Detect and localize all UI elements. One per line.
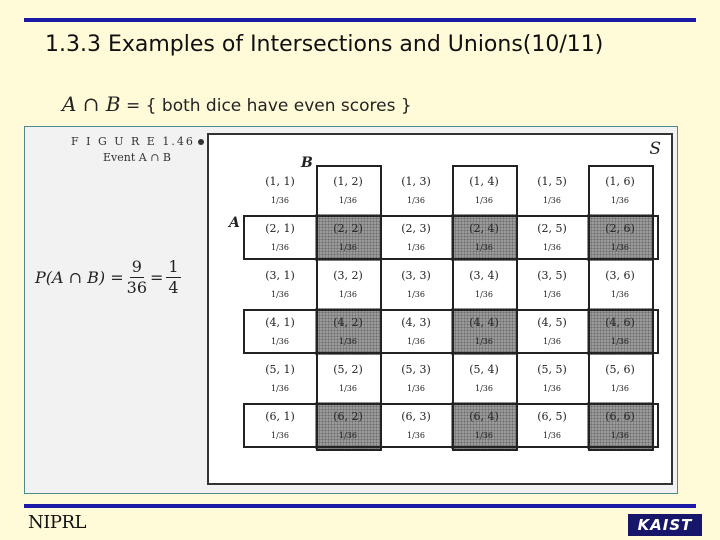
outcome-cell: [519, 214, 585, 261]
outcome-probability: 1/36: [543, 289, 561, 299]
outcome-probability: 1/36: [475, 383, 493, 393]
outcome-pair: (1, 4): [469, 174, 499, 188]
outcome-pair: (2, 5): [537, 221, 567, 235]
outcome-cell: [519, 167, 585, 214]
bullet-icon: [198, 139, 204, 145]
outcome-pair: (5, 5): [537, 362, 567, 376]
outcome-cell: [315, 261, 381, 308]
outcome-probability: 1/36: [339, 383, 357, 393]
outcome-probability: 1/36: [407, 289, 425, 299]
outcome-probability: 1/36: [339, 336, 357, 346]
formula-rhs: = { both dice have even scores }: [120, 96, 412, 116]
equals-sign: =: [150, 268, 164, 287]
outcome-pair: (4, 4): [469, 315, 499, 329]
outcome-probability: 1/36: [407, 430, 425, 440]
outcome-cell: [315, 308, 381, 355]
outcome-pair: (4, 6): [605, 315, 635, 329]
outcome-probability: 1/36: [271, 336, 289, 346]
outcome-pair: (5, 2): [333, 362, 363, 376]
outcome-pair: (6, 3): [401, 409, 431, 423]
outcome-probability: 1/36: [543, 430, 561, 440]
outcome-cell: [587, 402, 653, 449]
outcome-cell: [383, 308, 449, 355]
sample-space: [207, 133, 673, 485]
outcome-probability: 1/36: [339, 430, 357, 440]
figure-label: [71, 135, 204, 148]
outcome-cell: [383, 214, 449, 261]
outcome-probability: 1/36: [339, 242, 357, 252]
fraction-1-denominator: 36: [126, 278, 147, 297]
outcome-cell: [247, 402, 313, 449]
outcome-probability: 1/36: [611, 336, 629, 346]
fraction-2: [166, 257, 180, 298]
outcome-probability: 1/36: [407, 336, 425, 346]
outcome-pair: (3, 5): [537, 268, 567, 282]
outcome-probability: 1/36: [407, 242, 425, 252]
outcome-pair: (3, 6): [605, 268, 635, 282]
outcome-pair: (1, 2): [333, 174, 363, 188]
probability-formula: [35, 257, 184, 298]
outcome-probability: 1/36: [271, 289, 289, 299]
outcome-probability: 1/36: [271, 242, 289, 252]
outcome-cell: [587, 308, 653, 355]
outcome-probability: 1/36: [611, 195, 629, 205]
outcome-pair: (3, 3): [401, 268, 431, 282]
outcome-cell: [383, 402, 449, 449]
top-rule: [24, 18, 696, 22]
fraction-2-numerator: 1: [168, 257, 179, 276]
outcome-pair: (6, 2): [333, 409, 363, 423]
outcome-probability: 1/36: [407, 383, 425, 393]
outcome-probability: 1/36: [543, 383, 561, 393]
outcome-probability: 1/36: [543, 336, 561, 346]
kaist-logo: KAIST: [628, 514, 702, 536]
outcome-cell: [315, 402, 381, 449]
outcome-pair: (1, 3): [401, 174, 431, 188]
fraction-2-denominator: 4: [168, 278, 179, 297]
set-a-label: A: [229, 215, 240, 231]
outcome-cell: [315, 167, 381, 214]
outcome-cell: [519, 402, 585, 449]
outcome-pair: (6, 5): [537, 409, 567, 423]
outcome-cell: [519, 355, 585, 402]
outcome-pair: (2, 2): [333, 221, 363, 235]
figure-label-text: F I G U R E 1.46: [71, 135, 195, 148]
outcome-pair: (1, 5): [537, 174, 567, 188]
outcome-cell: [451, 167, 517, 214]
outcome-cell: [451, 402, 517, 449]
bottom-rule: [24, 504, 696, 508]
outcome-cell: [587, 261, 653, 308]
outcome-cell: [247, 214, 313, 261]
outcome-pair: (2, 3): [401, 221, 431, 235]
outcome-cell: [315, 214, 381, 261]
outcome-pair: (5, 4): [469, 362, 499, 376]
outcome-cell: [519, 261, 585, 308]
outcome-cell: [451, 261, 517, 308]
outcome-pair: (4, 5): [537, 315, 567, 329]
outcome-cell: [247, 308, 313, 355]
formula: [62, 92, 412, 116]
outcome-probability: 1/36: [611, 242, 629, 252]
outcome-pair: (4, 1): [265, 315, 295, 329]
outcome-pair: (2, 1): [265, 221, 295, 235]
fraction-1-numerator: 9: [131, 257, 142, 276]
outcome-pair: (3, 1): [265, 268, 295, 282]
outcome-probability: 1/36: [475, 242, 493, 252]
outcome-pair: (2, 4): [469, 221, 499, 235]
probability-lhs: P(A ∩ B) =: [35, 268, 124, 287]
outcome-cell: [247, 355, 313, 402]
sample-space-label: S: [649, 139, 661, 159]
outcome-pair: (3, 2): [333, 268, 363, 282]
outcome-pair: (1, 6): [605, 174, 635, 188]
outcome-probability: 1/36: [611, 430, 629, 440]
outcome-probability: 1/36: [475, 195, 493, 205]
outcome-probability: 1/36: [339, 289, 357, 299]
outcome-probability: 1/36: [271, 430, 289, 440]
formula-lhs: A ∩ B: [62, 92, 121, 116]
outcome-pair: (1, 1): [265, 174, 295, 188]
outcome-pair: (5, 6): [605, 362, 635, 376]
outcome-probability: 1/36: [475, 430, 493, 440]
outcome-pair: (6, 4): [469, 409, 499, 423]
outcome-probability: 1/36: [271, 195, 289, 205]
outcome-cell: [451, 355, 517, 402]
outcome-probability: 1/36: [475, 336, 493, 346]
footer-lab-name: NIPRL: [28, 512, 86, 533]
outcome-pair: (4, 2): [333, 315, 363, 329]
outcome-pair: (5, 3): [401, 362, 431, 376]
outcome-cell: [519, 308, 585, 355]
outcome-cell: [383, 167, 449, 214]
outcome-pair: (4, 3): [401, 315, 431, 329]
set-b-label: B: [301, 155, 313, 171]
figure-panel: [24, 126, 678, 494]
outcome-probability: 1/36: [543, 242, 561, 252]
outcome-cell: [587, 167, 653, 214]
outcome-cell: [315, 355, 381, 402]
outcome-probability: 1/36: [475, 289, 493, 299]
outcome-probability: 1/36: [611, 289, 629, 299]
outcome-cell: [383, 355, 449, 402]
outcome-probability: 1/36: [271, 383, 289, 393]
outcome-pair: (6, 6): [605, 409, 635, 423]
outcome-pair: (6, 1): [265, 409, 295, 423]
figure-sublabel: Event A ∩ B: [103, 151, 171, 164]
fraction-1: [127, 257, 147, 298]
outcome-probability: 1/36: [407, 195, 425, 205]
outcome-cell: [247, 167, 313, 214]
outcome-pair: (5, 1): [265, 362, 295, 376]
outcome-cell: [247, 261, 313, 308]
outcome-probability: 1/36: [339, 195, 357, 205]
outcome-pair: (3, 4): [469, 268, 499, 282]
outcome-pair: (2, 6): [605, 221, 635, 235]
outcome-cell: [451, 214, 517, 261]
outcome-probability: 1/36: [611, 383, 629, 393]
outcome-cell: [383, 261, 449, 308]
slide-title: 1.3.3 Examples of Intersections and Unions(10/11): [45, 32, 604, 57]
outcome-cell: [451, 308, 517, 355]
outcome-cell: [587, 214, 653, 261]
outcome-cell: [587, 355, 653, 402]
outcome-probability: 1/36: [543, 195, 561, 205]
